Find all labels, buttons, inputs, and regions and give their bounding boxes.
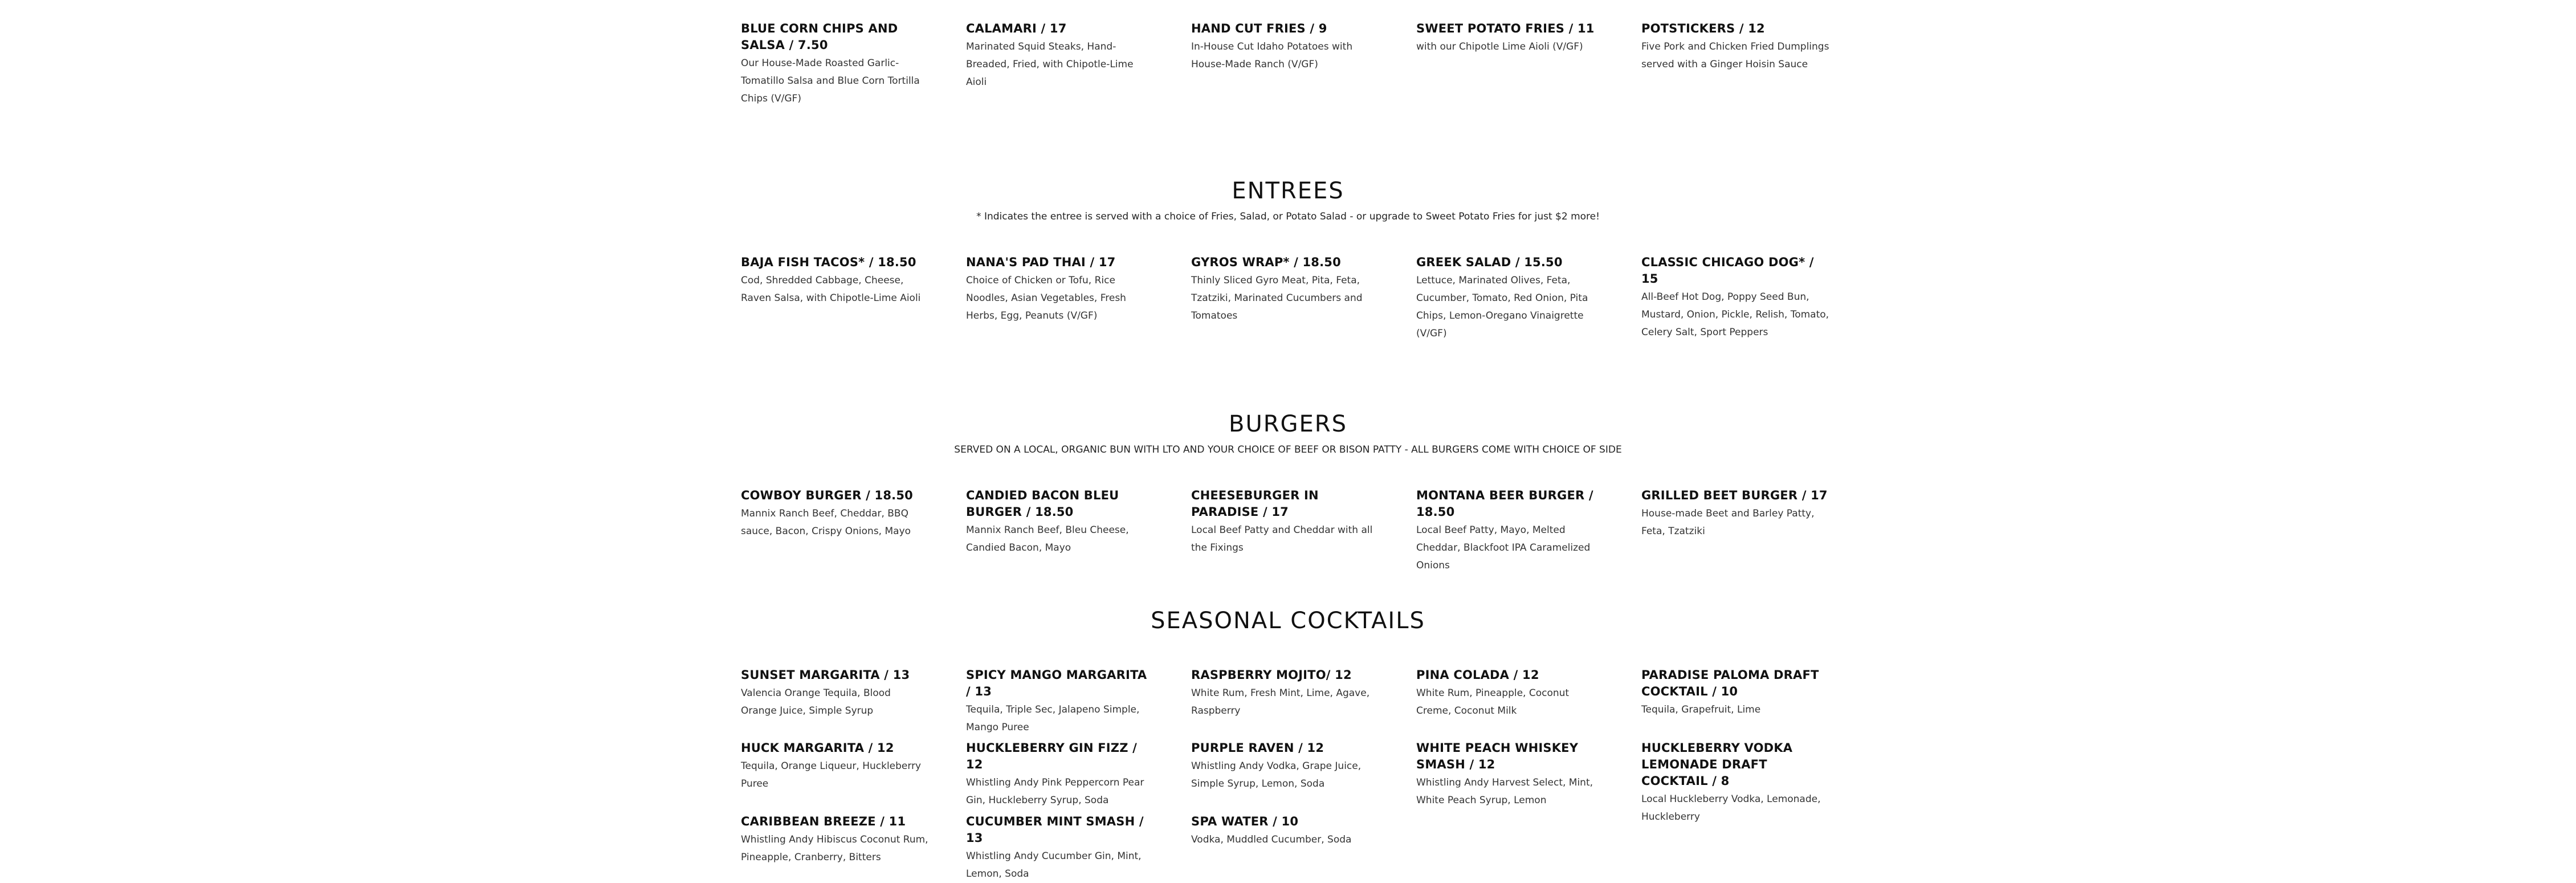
item-title: PURPLE RAVEN / 12: [1191, 741, 1324, 755]
item-title: HUCKLEBERRY VODKA LEMONADE DRAFT COCKTAIL / 8: [1641, 741, 1793, 788]
menu-item: [1641, 667, 1829, 719]
menu-item: [1191, 813, 1379, 849]
item-title: POTSTICKERS / 12: [1641, 22, 1765, 35]
item-title: COWBOY BURGER / 18.50: [741, 489, 913, 502]
menu-item: [1416, 740, 1604, 809]
item-description: Tequila, Triple Sec, Jalapeno Simple, Mango Puree: [966, 704, 1140, 733]
item-title: SUNSET MARGARITA / 13: [741, 668, 910, 682]
menu-item: [1191, 740, 1379, 793]
menu-item: [966, 813, 1154, 883]
menu-item: [1191, 487, 1379, 557]
item-title: CUCUMBER MINT SMASH / 13: [966, 815, 1144, 845]
menu-item: [966, 21, 1154, 91]
menu-item: [1641, 254, 1829, 341]
menu-item: [741, 254, 929, 307]
menu-item: [966, 740, 1154, 809]
item-description: Whistling Andy Pink Peppercorn Pear Gin, Huckleberry Syrup, Soda: [966, 777, 1144, 806]
menu-item: [741, 21, 929, 108]
item-description: Tequila, Orange Liqueur, Huckleberry Puree: [741, 760, 922, 790]
item-title: HUCKLEBERRY GIN FIZZ / 12: [966, 741, 1138, 771]
item-description: Lettuce, Marinated Olives, Feta, Cucumber, Tomato, Red Onion, Pita Chips, Lemon-Oregano Vinaigrette (V/GF): [1416, 275, 1588, 339]
item-description: Mannix Ranch Beef, Cheddar, BBQ sauce, Bacon, Crispy Onions, Mayo: [741, 508, 911, 537]
item-description: All-Beef Hot Dog, Poppy Seed Bun, Mustard, Onion, Pickle, Relish, Tomato, Celery Salt, Sport Peppers: [1641, 291, 1829, 338]
item-title: SWEET POTATO FRIES / 11: [1416, 22, 1595, 35]
item-title: GREEK SALAD / 15.50: [1416, 255, 1563, 269]
item-description: White Rum, Pineapple, Coconut Creme, Coconut Milk: [1416, 687, 1570, 717]
item-description: Mannix Ranch Beef, Bleu Cheese, Candied Bacon, Mayo: [966, 524, 1129, 554]
menu-item: [1416, 667, 1604, 720]
item-description: with our Chipotle Lime Aioli (V/GF): [1416, 41, 1583, 52]
menu-item: [1641, 740, 1829, 826]
menu-item: [1416, 487, 1604, 575]
item-title: RASPBERRY MOJITO/ 12: [1191, 668, 1352, 682]
item-description: Tequila, Grapefruit, Lime: [1641, 704, 1761, 715]
item-description: Local Beef Patty and Cheddar with all the Fixings: [1191, 524, 1373, 554]
item-description: Vodka, Muddled Cucumber, Soda: [1191, 834, 1352, 845]
menu-item: [741, 740, 929, 793]
item-description: Valencia Orange Tequila, Blood Orange Juice, Simple Syrup: [741, 687, 891, 717]
item-description: Marinated Squid Steaks, Hand-Breaded, Fried, with Chipotle-Lime Aioli: [966, 41, 1134, 88]
menu-item: [741, 813, 929, 866]
section-title-entrees: ENTREES: [1232, 178, 1344, 204]
menu-item: [1191, 254, 1379, 325]
menu-item: [966, 487, 1154, 557]
menu-item: [1641, 487, 1829, 540]
item-title: BLUE CORN CHIPS AND SALSA / 7.50: [741, 22, 898, 52]
item-title: CLASSIC CHICAGO DOG* / 15: [1641, 255, 1814, 286]
menu-item: [1416, 21, 1604, 56]
menu-item: [741, 487, 929, 540]
item-description: Whistling Andy Harvest Select, Mint, White Peach Syrup, Lemon: [1416, 777, 1593, 806]
item-description: Thinly Sliced Gyro Meat, Pita, Feta, Tzatziki, Marinated Cucumbers and Tomatoes: [1191, 275, 1363, 322]
item-description: Whistling Andy Vodka, Grape Juice, Simple Syrup, Lemon, Soda: [1191, 760, 1362, 790]
item-title: SPICY MANGO MARGARITA / 13: [966, 668, 1147, 698]
item-description: Cod, Shredded Cabbage, Cheese, Raven Salsa, with Chipotle-Lime Aioli: [741, 275, 921, 304]
menu-item: [741, 667, 929, 720]
item-title: PARADISE PALOMA DRAFT COCKTAIL / 10: [1641, 668, 1819, 698]
item-title: CARIBBEAN BREEZE / 11: [741, 815, 906, 828]
section-note-entrees: * Indicates the entree is served with a choice of Fries, Salad, or Potato Salad - or upgrade to Sweet Potato Fries for just $2 more!: [976, 211, 1600, 222]
item-title: GRILLED BEET BURGER / 17: [1641, 489, 1828, 502]
section-title-burgers: BURGERS: [1229, 411, 1347, 437]
item-description: Our House-Made Roasted Garlic-Tomatillo Salsa and Blue Corn Tortilla Chips (V/GF): [741, 58, 920, 104]
menu-item: [1641, 21, 1829, 74]
item-title: BAJA FISH TACOS* / 18.50: [741, 255, 916, 269]
item-title: CANDIED BACON BLEU BURGER / 18.50: [966, 489, 1119, 519]
item-title: CALAMARI / 17: [966, 22, 1067, 35]
section-title-cocktails: SEASONAL COCKTAILS: [1151, 608, 1425, 634]
item-title: WHITE PEACH WHISKEY SMASH / 12: [1416, 741, 1579, 771]
item-title: CHEESEBURGER IN PARADISE / 17: [1191, 489, 1319, 519]
menu-item: [1416, 254, 1604, 343]
item-title: HUCK MARGARITA / 12: [741, 741, 894, 755]
item-title: HAND CUT FRIES / 9: [1191, 22, 1327, 35]
item-description: Whistling Andy Hibiscus Coconut Rum, Pineapple, Cranberry, Bitters: [741, 834, 928, 863]
section-note-burgers: SERVED ON A LOCAL, ORGANIC BUN WITH LTO AND YOUR CHOICE OF BEEF OR BISON PATTY - ALL BURGERS COME WITH CHOICE OF SIDE: [954, 444, 1622, 455]
item-description: House-made Beet and Barley Patty, Feta, Tzatziki: [1641, 508, 1815, 537]
item-description: Local Huckleberry Vodka, Lemonade, Huckleberry: [1641, 794, 1821, 823]
item-title: MONTANA BEER BURGER / 18.50: [1416, 489, 1593, 519]
menu-item: [1191, 667, 1379, 720]
item-title: PINA COLADA / 12: [1416, 668, 1539, 682]
item-title: GYROS WRAP* / 18.50: [1191, 255, 1341, 269]
item-description: Whistling Andy Cucumber Gin, Mint, Lemon, Soda: [966, 851, 1142, 880]
menu-item: [966, 254, 1154, 325]
item-title: SPA WATER / 10: [1191, 815, 1299, 828]
menu-item: [1191, 21, 1379, 74]
item-title: NANA'S PAD THAI / 17: [966, 255, 1116, 269]
item-description: In-House Cut Idaho Potatoes with House-Made Ranch (V/GF): [1191, 41, 1353, 70]
item-description: White Rum, Fresh Mint, Lime, Agave, Raspberry: [1191, 687, 1370, 717]
item-description: Five Pork and Chicken Fried Dumplings served with a Ginger Hoisin Sauce: [1641, 41, 1829, 70]
item-description: Choice of Chicken or Tofu, Rice Noodles, Asian Vegetables, Fresh Herbs, Egg, Peanuts (V/GF): [966, 275, 1126, 322]
menu-item: [966, 667, 1154, 736]
item-description: Local Beef Patty, Mayo, Melted Cheddar, Blackfoot IPA Caramelized Onions: [1416, 524, 1591, 571]
